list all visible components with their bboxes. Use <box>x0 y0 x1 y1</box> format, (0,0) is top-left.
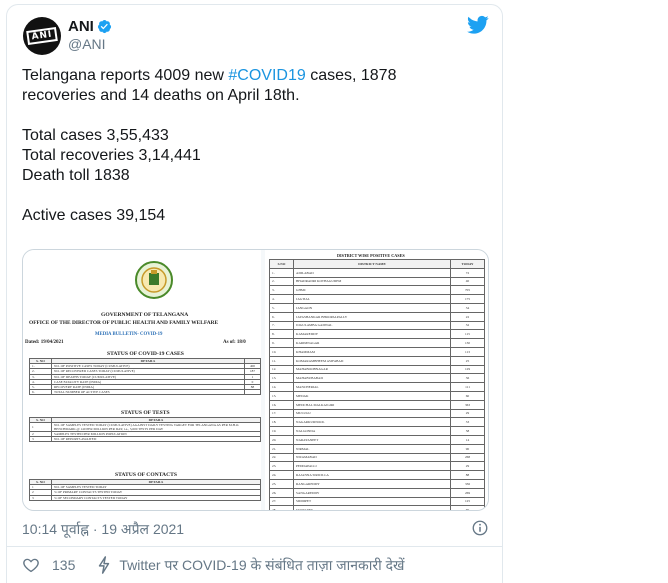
bulletin-as-of: As of: 18/0 <box>223 340 246 345</box>
district-row <box>270 427 485 436</box>
tests-row <box>30 423 261 432</box>
table-cell: 1. <box>30 364 52 369</box>
table-cell: % OF PRIMARY CONTACTS TESTED TODAY <box>52 490 261 495</box>
district-row <box>270 418 485 427</box>
table-cell: 28. <box>270 506 294 511</box>
district-row <box>270 444 485 453</box>
table-cell: NO. OF RECOVERED CASES TODAY (CUMULATIVE) <box>52 369 245 374</box>
table-cell: NARAYANPET <box>294 435 451 444</box>
active-cases-line: Active cases 39,154 <box>22 207 166 224</box>
table-cell: 22 <box>451 312 485 321</box>
table-cell: 14. <box>270 383 294 392</box>
table-cell: 175 <box>451 295 485 304</box>
tests-row <box>30 437 261 442</box>
lightning-icon[interactable] <box>97 556 111 574</box>
table-header-cell: TODAY <box>451 260 485 269</box>
district-row <box>270 391 485 400</box>
table-cell: NIRMAL <box>294 444 451 453</box>
table-cell: 90 <box>451 444 485 453</box>
total-cases-line: Total cases 3,55,433 <box>22 127 169 144</box>
table-cell: KOMARAMBHEEM ASIFABAD <box>294 356 451 365</box>
table-cell: 113 <box>451 347 485 356</box>
table-cell: 111 <box>451 383 485 392</box>
district-row <box>270 339 485 348</box>
table-header-cell: DETAILS <box>52 480 261 485</box>
table-cell: 125 <box>451 497 485 506</box>
table-cell: 1 <box>245 374 261 379</box>
table-cell: 5. <box>270 303 294 312</box>
district-table-image[interactable] <box>265 250 489 511</box>
table-header-cell: S. NO <box>30 418 52 423</box>
table-cell: 26. <box>270 488 294 497</box>
table-cell: 60 <box>451 391 485 400</box>
table-cell: 25 <box>451 356 485 365</box>
table-cell: GHMC <box>294 286 451 295</box>
table-cell: 21. <box>270 444 294 453</box>
table-cell: 2. <box>270 277 294 286</box>
table-cell: NO. OF SAMPLES TESTED TODAY (CUMULATIVE) AGAINST DAILY TESTING TARGET FOR TELANGANA AS PER M.H.O. BENCHMARK @ 140 PER MILLION PER DAY, i.e., 5,600 TESTS PER DAY <box>52 423 261 432</box>
district-row <box>270 268 485 277</box>
table-cell: 12. <box>270 365 294 374</box>
table-cell: 129 <box>451 365 485 374</box>
table-cell: MULUGU <box>294 409 451 418</box>
table-cell: 33 <box>451 418 485 427</box>
table-cell: 13. <box>270 374 294 383</box>
table-cell: CASE FATALITY RATE (INDIA) <box>52 379 245 384</box>
district-row <box>270 295 485 304</box>
table-cell: JANGAON <box>294 303 451 312</box>
table-cell: 23. <box>270 462 294 471</box>
table-cell: 29 <box>451 409 485 418</box>
table-cell: % OF SECONDARY CONTACTS TESTED TODAY <box>52 495 261 500</box>
district-row <box>270 303 485 312</box>
media-attachment[interactable] <box>22 249 489 511</box>
table-cell: 10. <box>270 347 294 356</box>
table-header-row <box>270 260 485 269</box>
district-row <box>270 453 485 462</box>
status-tests-title: STATUS OF TESTS <box>121 410 170 416</box>
district-row <box>270 471 485 480</box>
table-cell: 336 <box>451 479 485 488</box>
table-cell: BHADRADRI KOTHAGUDEM <box>294 277 451 286</box>
district-row <box>270 321 485 330</box>
table-cell: KARIMNAGAR <box>294 339 451 348</box>
table-cell: 15. <box>270 391 294 400</box>
table-cell: SURYAPET <box>294 506 451 511</box>
table-cell: NO. OF SAMPLES TESTED TODAY <box>52 485 261 490</box>
table-cell: PEDDAPALLI <box>294 462 451 471</box>
table-cell: NO. OF REPORTS AWAITED <box>52 437 261 442</box>
district-row <box>270 488 485 497</box>
table-header-cell: S. NO <box>30 359 52 364</box>
author-handle[interactable]: @ANI <box>68 36 106 52</box>
table-cell: 9. <box>270 339 294 348</box>
table-cell: MEDAK <box>294 391 451 400</box>
district-row <box>270 462 485 471</box>
telangana-emblem-icon <box>131 260 177 300</box>
table-cell: 36 <box>451 374 485 383</box>
table-cell: RAJANNA SIRICILLA <box>294 471 451 480</box>
table-cell: JOGULAMBA GADWAL <box>294 321 451 330</box>
district-row <box>270 506 485 511</box>
like-icon[interactable] <box>22 556 40 574</box>
table-header-cell: DETAILS <box>52 418 261 423</box>
table-cell: 27. <box>270 497 294 506</box>
table-cell: 20. <box>270 435 294 444</box>
district-row <box>270 479 485 488</box>
table-cell: RANGAREDDY <box>294 479 451 488</box>
district-table <box>269 259 485 511</box>
like-count[interactable]: 135 <box>52 557 76 573</box>
table-cell: 269 <box>451 488 485 497</box>
table-cell: 18. <box>270 418 294 427</box>
table-cell: 34 <box>451 303 485 312</box>
table-header-cell: S.NO <box>270 260 294 269</box>
table-cell: JAYASHANKAR BHOOPALPALLY <box>294 312 451 321</box>
tweet-actions <box>22 556 405 574</box>
district-row <box>270 277 485 286</box>
table-cell: 8. <box>270 330 294 339</box>
district-row <box>270 356 485 365</box>
table-cell: 19. <box>270 427 294 436</box>
status-contacts-title: STATUS OF CONTACTS <box>115 472 177 478</box>
table-cell: 2 <box>30 432 52 437</box>
table-cell: 1. <box>270 268 294 277</box>
table-cell: 17. <box>270 409 294 418</box>
cases-row <box>30 390 261 395</box>
twitter-bird-icon[interactable] <box>467 15 489 35</box>
table-cell: NO. OF POSITIVE CASES TODAY (CUMULATIVE) <box>52 364 245 369</box>
table-cell: 187 <box>245 369 261 374</box>
avatar-logo: ANI <box>26 27 58 45</box>
table-cell: 3. <box>30 374 52 379</box>
table-cell: 400 <box>245 364 261 369</box>
table-cell: 5. <box>30 384 52 389</box>
table-cell: 1 <box>30 485 52 490</box>
bulletin-image[interactable] <box>23 250 261 511</box>
table-cell: SAMPLES TESTED PER MILLION POPULATION <box>52 432 261 437</box>
table-cell: 40 <box>451 277 485 286</box>
table-cell: 7. <box>270 321 294 330</box>
district-row <box>270 400 485 409</box>
district-table-title: DISTRICT WISE POSITIVE CASES <box>337 253 405 258</box>
office-title: OFFICE OF THE DIRECTOR OF PUBLIC HEALTH AND FAMILY WELFARE <box>29 320 219 326</box>
table-cell: 88 <box>451 471 485 480</box>
district-row <box>270 347 485 356</box>
bulletin-title: MEDIA BULLETIN- COVID-19 <box>95 332 163 337</box>
table-cell: 268 <box>451 453 485 462</box>
status-cases-title: STATUS OF COVID-19 CASES <box>107 351 184 357</box>
table-cell: NALGONDA <box>294 427 451 436</box>
table-cell: NO. OF DEATHS TODAY (CUMULATIVE) <box>52 374 245 379</box>
table-header-cell: S. NO <box>30 480 52 485</box>
table-cell: 6. <box>270 312 294 321</box>
contacts-row <box>30 495 261 500</box>
table-header-cell: DISTRICT NAME <box>294 260 451 269</box>
table-cell: SIDDIPET <box>294 497 451 506</box>
table-cell: SANGAREDDY <box>294 488 451 497</box>
table-cell: 2 <box>30 490 52 495</box>
table-cell: 2. <box>30 369 52 374</box>
table-cell: 32 <box>451 321 485 330</box>
divider <box>6 546 503 547</box>
table-cell: 3. <box>270 286 294 295</box>
status-cases-table <box>29 358 261 395</box>
author-name[interactable]: ANI <box>68 18 94 35</box>
table-header-cell: DETAILS <box>52 359 245 364</box>
total-recoveries-line: Total recoveries 3,14,441 <box>22 147 201 164</box>
table-cell: 69 <box>451 506 485 511</box>
table-cell: 6. <box>30 390 52 395</box>
tweet-line-2: recoveries and 14 deaths on April 18th. <box>22 87 300 104</box>
table-cell: MEDCHAL MALKAJGIRI <box>294 400 451 409</box>
district-row <box>270 365 485 374</box>
table-cell: NIZAMABAD <box>294 453 451 462</box>
table-cell: 115 <box>451 330 485 339</box>
table-cell: 4. <box>30 379 52 384</box>
district-row <box>270 435 485 444</box>
table-cell: ADILABAD <box>294 268 451 277</box>
district-row <box>270 330 485 339</box>
table-cell: 14 <box>451 435 485 444</box>
district-row <box>270 374 485 383</box>
table-cell: 4. <box>270 295 294 304</box>
district-row <box>270 383 485 392</box>
verified-icon <box>97 19 112 34</box>
tweet-line-1 <box>22 66 482 86</box>
table-cell: 25. <box>270 479 294 488</box>
table-cell: TOTAL NUMBER OF ACTIVE CASES <box>52 390 245 395</box>
avatar[interactable] <box>23 17 61 55</box>
table-cell <box>245 390 261 395</box>
status-tests-table <box>29 417 261 442</box>
bulletin-date: Dated: 19/04/2021 <box>25 340 64 345</box>
gov-title: GOVERNMENT OF TELANGANA <box>101 312 189 318</box>
table-cell: 1 <box>30 423 52 432</box>
table-cell: JAGTIAL <box>294 295 451 304</box>
table-cell: 3 <box>30 437 52 442</box>
table-cell: MAHABOOBNAGAR <box>294 365 451 374</box>
table-cell: 11. <box>270 356 294 365</box>
table-cell: 16. <box>270 400 294 409</box>
district-row <box>270 286 485 295</box>
table-cell: KAMAREDDY <box>294 330 451 339</box>
table-cell: 24. <box>270 471 294 480</box>
district-row <box>270 312 485 321</box>
table-cell: 130 <box>451 339 485 348</box>
tweet-text-part: Telangana reports 4009 new <box>22 67 229 84</box>
info-icon[interactable] <box>471 519 489 537</box>
tweet-text-part: cases, 1878 <box>305 67 397 84</box>
table-cell: 363 <box>451 400 485 409</box>
covid-info-link[interactable]: Twitter पर COVID-19 के संबंधित ताज़ा जानकारी देखें <box>119 556 405 573</box>
tweet-text <box>22 66 482 226</box>
table-cell: 58 <box>451 427 485 436</box>
hashtag-link[interactable]: #COVID19 <box>228 67 306 84</box>
table-cell: 72 <box>451 268 485 277</box>
table-cell: KHAMMAM <box>294 347 451 356</box>
table-cell: 0 <box>245 379 261 384</box>
status-contacts-table <box>29 479 261 501</box>
table-cell: 3 <box>30 495 52 500</box>
table-cell: MAHABUBABAD <box>294 374 451 383</box>
district-row <box>270 497 485 506</box>
table-cell: RECOVERY RATE (INDIA) <box>52 384 245 389</box>
table-cell: 29 <box>451 462 485 471</box>
death-toll-line: Death toll 1838 <box>22 167 130 184</box>
table-cell: 88 <box>245 384 261 389</box>
tweet-timestamp[interactable]: 10:14 पूर्वाह्न · 19 अप्रैल 2021 <box>22 521 185 537</box>
table-cell: MANCHERIAL <box>294 383 451 392</box>
district-row <box>270 409 485 418</box>
table-cell: 705 <box>451 286 485 295</box>
table-cell: 22. <box>270 453 294 462</box>
table-cell: NAGARKURNOOL <box>294 418 451 427</box>
